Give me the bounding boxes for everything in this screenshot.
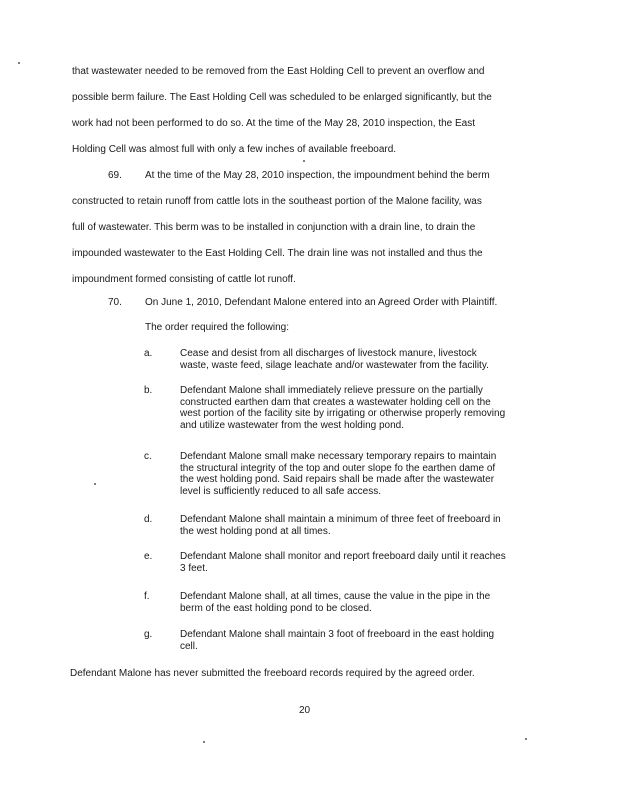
item-d-letter: d. — [144, 514, 153, 525]
item-c-line-3: the west holding pond. Said repairs shall be made after the wastewater — [180, 474, 495, 485]
item-d-line-2: the west holding pond at all times. — [180, 525, 331, 537]
item-b-line-1: Defendant Malone shall immediately relieve pressure on the partially — [180, 385, 483, 396]
item-g-line-1: Defendant Malone shall maintain 3 foot of freeboard in the east holding — [180, 629, 495, 640]
para70-line-1: On June 1, 2010, Defendant Malone entered into an Agreed Order with Plaintiff. — [145, 297, 498, 308]
item-c-letter: c. — [144, 451, 152, 462]
scan-speck — [18, 62, 20, 64]
scan-speck — [303, 160, 305, 162]
scan-speck — [525, 738, 527, 740]
item-a-line-1: Cease and desist from all discharges of livestock manure, livestock — [180, 348, 477, 359]
item-b-letter: b. — [144, 385, 153, 396]
para69-line-1: At the time of the May 28, 2010 inspection, the impoundment behind the berm — [145, 170, 490, 181]
item-a-line-2: waste, waste feed, silage leachate and/or wastewater from the facility. — [180, 359, 489, 371]
item-b-line-4: and utilize wastewater from the west holding pond. — [180, 419, 405, 431]
para68-line-3: work had not been performed to do so. At the time of the May 28, 2010 inspection, the East — [72, 118, 476, 129]
para69-line-3: full of wastewater. This berm was to be installed in conjunction with a drain line, to drain the — [72, 222, 476, 233]
item-b-line-2: constructed earthen dam that creates a wastewater holding cell on the — [180, 396, 491, 408]
item-d-line-1: Defendant Malone shall maintain a minimum of three feet of freeboard in — [180, 514, 501, 525]
item-g-letter: g. — [144, 629, 153, 640]
para68-line-1: that wastewater needed to be removed from the East Holding Cell to prevent an overflow and — [72, 66, 485, 77]
item-c-text — [180, 451, 540, 497]
item-f-line-1: Defendant Malone shall, at all times, cause the value in the pipe in the — [180, 591, 491, 602]
closing-sentence: Defendant Malone has never submitted the freeboard records required by the agreed order. — [70, 668, 475, 679]
item-a-text — [180, 348, 540, 371]
para68-line-2: possible berm failure. The East Holding Cell was scheduled to be enlarged significantly, but the — [72, 92, 492, 103]
item-c-line-4: level is sufficiently reduced to all safe access. — [180, 485, 382, 497]
para68-line-4: Holding Cell was almost full with only a few inches of available freeboard. — [72, 144, 397, 155]
item-b-line-3: west portion of the facility site by irrigating or otherwise properly removing — [180, 408, 506, 419]
item-e-text — [180, 551, 540, 574]
item-f-line-2: berm of the east holding pond to be closed. — [180, 602, 372, 614]
page-number: 20 — [299, 705, 311, 716]
item-b-text — [180, 385, 540, 431]
para70-number: 70. — [108, 297, 122, 308]
item-e-line-2: 3 feet. — [180, 562, 208, 574]
para69-line-5: impoundment formed consisting of cattle lot runoff. — [72, 274, 296, 285]
item-f-letter: f. — [144, 591, 150, 602]
item-a-letter: a. — [144, 348, 153, 359]
item-d-text — [180, 514, 540, 537]
scan-speck — [94, 483, 96, 485]
item-c-line-1: Defendant Malone small make necessary temporary repairs to maintain — [180, 451, 497, 462]
item-c-line-2: the structural integrity of the top and outer slope fo the earthen dame of — [180, 462, 496, 474]
item-e-letter: e. — [144, 551, 153, 562]
item-g-line-2: cell. — [180, 640, 198, 652]
item-e-line-1: Defendant Malone shall monitor and report freeboard daily until it reaches — [180, 551, 506, 562]
para69-number: 69. — [108, 170, 122, 181]
scan-speck — [203, 741, 205, 743]
para69-line-2: constructed to retain runoff from cattle lots in the southeast portion of the Malone facility, was — [72, 196, 482, 207]
para70-line-2: The order required the following: — [145, 322, 289, 333]
item-g-text — [180, 629, 540, 652]
item-f-text — [180, 591, 540, 614]
para69-line-4: impounded wastewater to the East Holding Cell. The drain line was not installed and thus the — [72, 248, 483, 259]
